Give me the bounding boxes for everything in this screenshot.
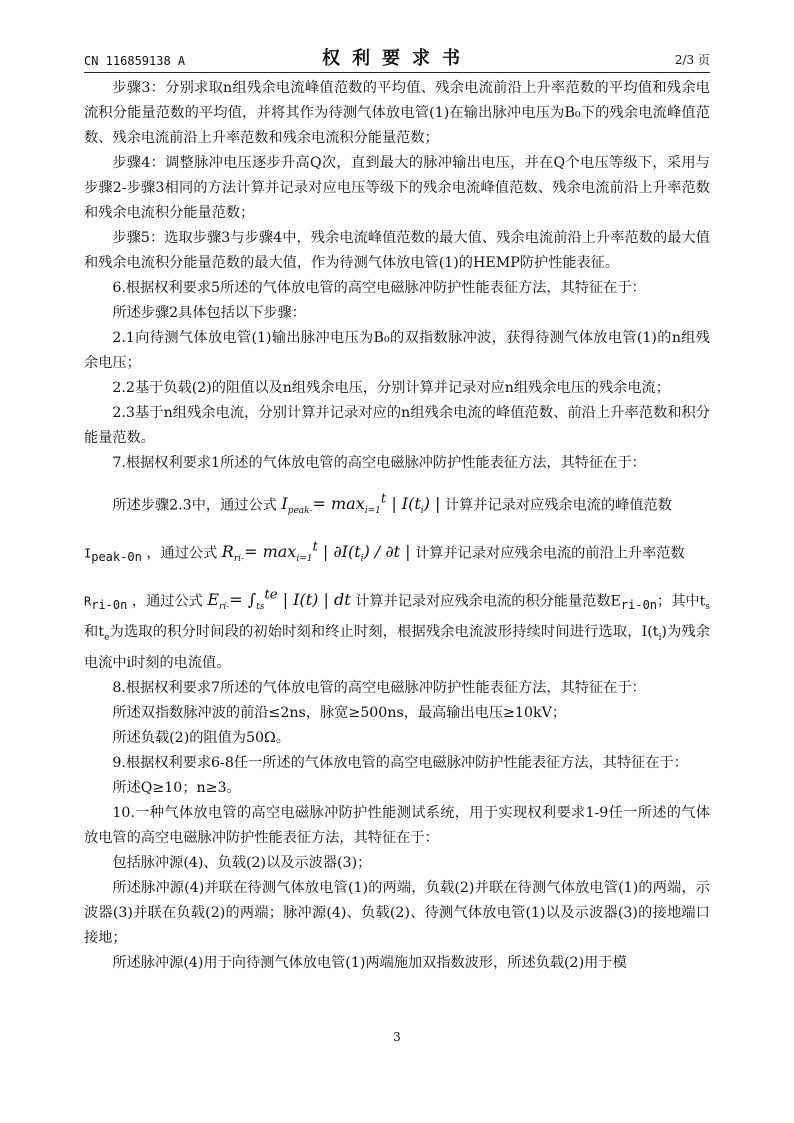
body: | I(t) | dt: [282, 590, 351, 610]
rise-formula: $R_{ri-}= \max_{i=1}^t$ | $\partial I(t_i) / \partial t$ |: [221, 540, 411, 565]
text: ，通过公式: [131, 593, 203, 610]
text: 计算并记录对应残余电流的积分能量范数E: [355, 593, 621, 610]
text: ；其中t: [657, 593, 706, 610]
claim-paragraph: 所述脉冲源(4)并联在待测气体放电管(1)的两端，负载(2)并联在待测气体放电管(1)的两端，示波器(3)并联在负载(2)的两端；脉冲源(4)、负载(2)、待测气体放电管(1)以及示波器(3)的接地端口接地；: [84, 879, 710, 946]
claim-paragraph: 2.3基于n组残余电流，分别计算并记录对应的n组残余电流的峰值范数、前沿上升率范数和积分能量范数。: [84, 405, 710, 446]
upper-limit: t: [312, 540, 318, 555]
subscript: ri-0n: [620, 598, 658, 613]
claim-paragraph: 7.根据权利要求1所述的气体放电管的高空电磁脉冲防护性能表征方法，其特征在于：: [112, 455, 646, 471]
claim-paragraph: 6.根据权利要求5所述的气体放电管的高空电磁脉冲防护性能表征方法，其特征在于：: [112, 280, 646, 296]
claim-paragraph: 步骤3：分别求取n组残余电流峰值范数的平均值、残余电流前沿上升率范数的平均值和残余电流积分能量范数的平均值，并将其作为待测气体放电管(1)在输出脉冲电压为B₀下的残余电流峰值范数、残余电流前沿上升率范数和残余电流积分能量范数；: [84, 80, 710, 146]
text: 所述步骤2.3中，通过公式: [112, 497, 277, 514]
formula-line-rise: [84, 524, 710, 572]
upper-limit-sub: e: [269, 588, 278, 603]
subscript: e: [104, 632, 110, 643]
claim-paragraph: 2.2基于负载(2)的阻值以及n组残余电压，分别计算并记录对应n组残余电压的残余电流；: [112, 380, 670, 396]
lower-limit: t: [256, 602, 260, 613]
page-count: 2/3 页: [674, 53, 710, 67]
symbol: R: [84, 594, 92, 609]
max-op: max: [262, 542, 297, 562]
formula-line-peak: [84, 476, 710, 524]
claim-paragraph: 所述Q≥10；n≥3。: [112, 779, 241, 796]
upper-limit: t: [264, 588, 270, 603]
max-op: max: [330, 494, 365, 514]
subscript: s: [705, 602, 710, 613]
subscript: ri-0n: [91, 598, 128, 613]
claim-paragraph: 8.根据权利要求7所述的气体放电管的高空电磁脉冲防护性能表征方法，其特征在于：: [112, 679, 646, 696]
body-end: ) / ∂t |: [363, 542, 411, 562]
body-end: ) |: [423, 494, 441, 514]
energy-formula: $E_{ri-}= \int_{ts}^{te}$ | I(t) | dt: [207, 588, 351, 613]
claim-paragraph: 10.一种气体放电管的高空电磁脉冲防护性能测试系统，用于实现权利要求1-9任一所述的气体放电管的高空电磁脉冲防护性能表征方法，其特征在于：: [84, 804, 710, 846]
page-number: 3: [393, 1030, 401, 1044]
claim-paragraph: 包括脉冲源(4)、负载(2)以及示波器(3)；: [112, 854, 372, 871]
symbol: R: [221, 542, 234, 562]
text: 计算并记录对应残余电流的峰值范数: [444, 497, 672, 514]
claim-paragraph: 步骤5：选取步骤3与步骤4中，残余电流峰值范数的最大值、残余电流前沿上升率范数的最大值和残余电流积分能量范数的最大值，作为待测气体放电管(1)的HEMP防护性能表征。: [84, 230, 710, 271]
claim-paragraph: 9.根据权利要求6-8任一所述的气体放电管的高空电磁脉冲防护性能表征方法，其特征在于：: [112, 754, 688, 771]
page-header: [84, 44, 710, 73]
text: 为选取的积分时间段的初始时刻和终止时刻，根据残余电流波形持续时间进行选取，I(t: [109, 624, 659, 640]
body: | I(t: [391, 494, 421, 514]
claims-body: [84, 76, 710, 976]
symbol: I: [84, 546, 92, 561]
claim-paragraph: 所述双指数脉冲波的前沿≤2ns，脉宽≥500ns，最高输出电压≥10kV；: [112, 704, 567, 721]
index: i=1: [364, 506, 381, 517]
claim-paragraph: 步骤4：调整脉冲电压逐步升高Q次，直到最大的脉冲输出电压，并在Q个电压等级下，采用与步骤2-步骤3相同的方法计算并记录对应电压等级下的残余电流峰值范数、残余电流前沿上升率范数和残余电流积分能量范数；: [84, 155, 710, 221]
subscript: peak-: [287, 506, 313, 517]
publication-number: CN 116859138 A: [84, 54, 186, 68]
sub-i: i: [360, 554, 364, 565]
upper-limit: t: [380, 492, 387, 507]
formula-line-energy: [84, 572, 710, 620]
peak-formula: $I_{peak-}= \max_{i=1}^t$ | $I(t_i)$ |: [281, 492, 441, 517]
claim-paragraph: 所述步骤2具体包括以下步骤：: [112, 305, 306, 321]
text: 和t: [84, 624, 105, 640]
text: ，通过公式: [146, 545, 218, 562]
subscript: ri-: [233, 554, 245, 565]
formula-explanation: [84, 620, 710, 676]
subscript: i: [658, 632, 662, 643]
claim-paragraph: 所述负载(2)的阻值为50Ω。: [112, 729, 290, 746]
sub-i: i: [420, 506, 424, 517]
lower-limit-sub: s: [259, 602, 265, 613]
subscript: ri-: [219, 602, 230, 613]
index: i=1: [296, 554, 313, 565]
document-title: 权利要求书: [322, 48, 472, 69]
subscript: peak-0n: [91, 550, 142, 565]
text: 计算并记录对应残余电流的前沿上升率范数: [415, 545, 685, 562]
text: )为残余电流中i时刻的电流值。: [84, 624, 711, 671]
body: | ∂I(t: [322, 542, 361, 562]
claim-paragraph: 所述脉冲源(4)用于向待测气体放电管(1)两端施加双指数波形，所述负载(2)用于模: [112, 954, 627, 971]
claim-paragraph: 2.1向待测气体放电管(1)输出脉冲电压为B₀的双指数脉冲波，获得待测气体放电管(1)的n组残余电压；: [84, 330, 710, 371]
symbol: I: [281, 494, 288, 514]
symbol: E: [207, 590, 220, 610]
